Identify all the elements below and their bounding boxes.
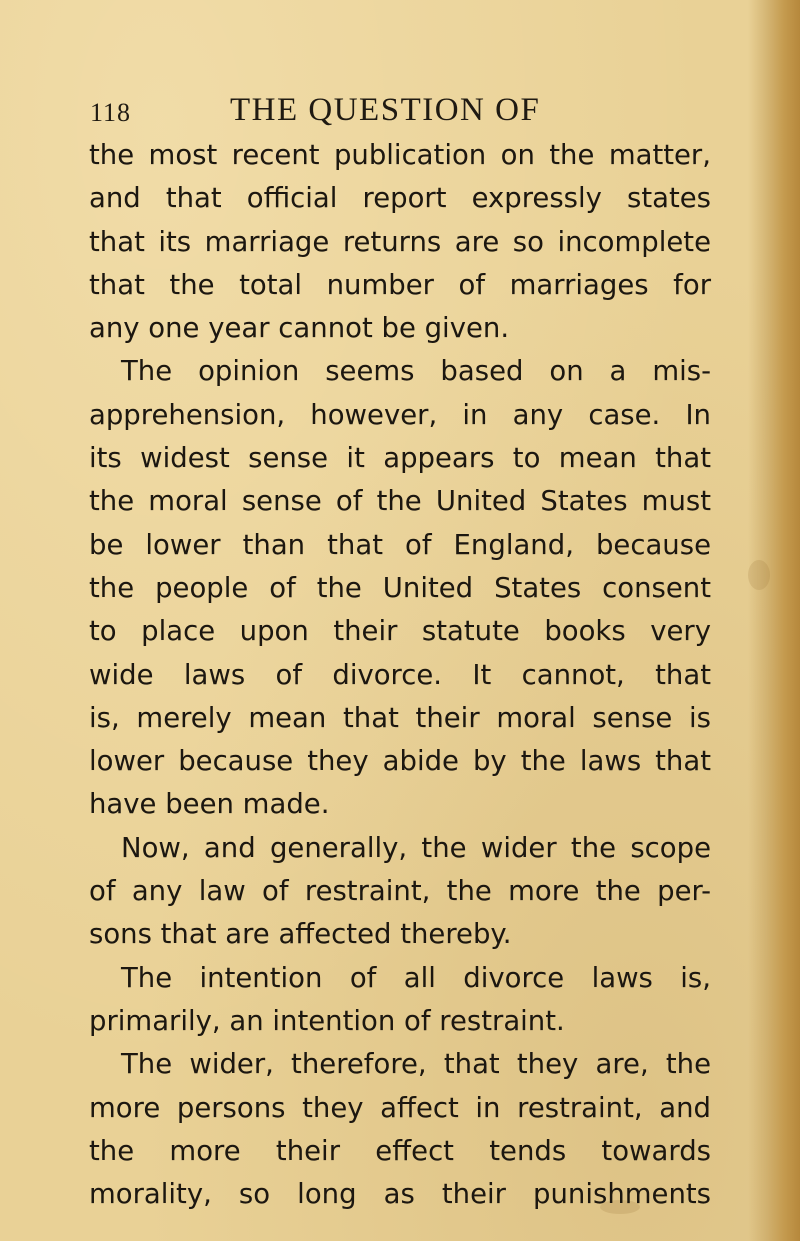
text-line: Now, and generally, the wider the scope	[121, 831, 711, 864]
text-line: that the total number of marriages for	[89, 268, 711, 301]
text-line: primarily, an intention of restraint.	[89, 1004, 565, 1037]
text-line: The wider, therefore, that they are, the	[121, 1048, 711, 1081]
text-line: any one year cannot be given.	[89, 312, 510, 345]
text-line: sons that are affected thereby.	[89, 918, 512, 951]
text-line: that its marriage returns are so incomplete	[89, 225, 711, 258]
text-line: the most recent publication on the matter,	[89, 139, 711, 171]
text-line: morality, so long as their punishments	[89, 1178, 711, 1211]
text-line: The opinion seems based on a mis-	[121, 355, 711, 388]
text-line: wide laws of divorce. It cannot, that	[89, 658, 711, 691]
text-line: the people of the United States consent	[89, 571, 711, 604]
text-line: the moral sense of the United States must	[89, 485, 711, 518]
text-line: have been made.	[89, 788, 330, 821]
paper-stain	[748, 560, 770, 590]
text-line: its widest sense it appears to mean that	[89, 442, 711, 475]
text-line: to place upon their statute books very	[89, 615, 711, 648]
text-line: apprehension, however, in any case. In	[89, 398, 711, 431]
body-text	[89, 134, 711, 1216]
text-line: lower because they abide by the laws that	[89, 745, 711, 778]
text-line: be lower than that of England, because	[89, 528, 711, 561]
text-line: the more their effect tends towards	[89, 1134, 711, 1167]
text-line: more persons they affect in restraint, and	[89, 1091, 711, 1124]
text-line: of any law of restraint, the more the per-	[89, 875, 711, 908]
page-edge-shadow	[748, 0, 800, 1241]
page-number: 118	[90, 98, 132, 127]
text-line: The intention of all divorce laws is,	[121, 961, 711, 994]
text-line: is, merely mean that their moral sense is	[89, 701, 711, 734]
text-line: and that official report expressly states	[89, 182, 711, 215]
running-head: THE QUESTION OF	[230, 92, 541, 128]
page-header	[90, 90, 730, 136]
